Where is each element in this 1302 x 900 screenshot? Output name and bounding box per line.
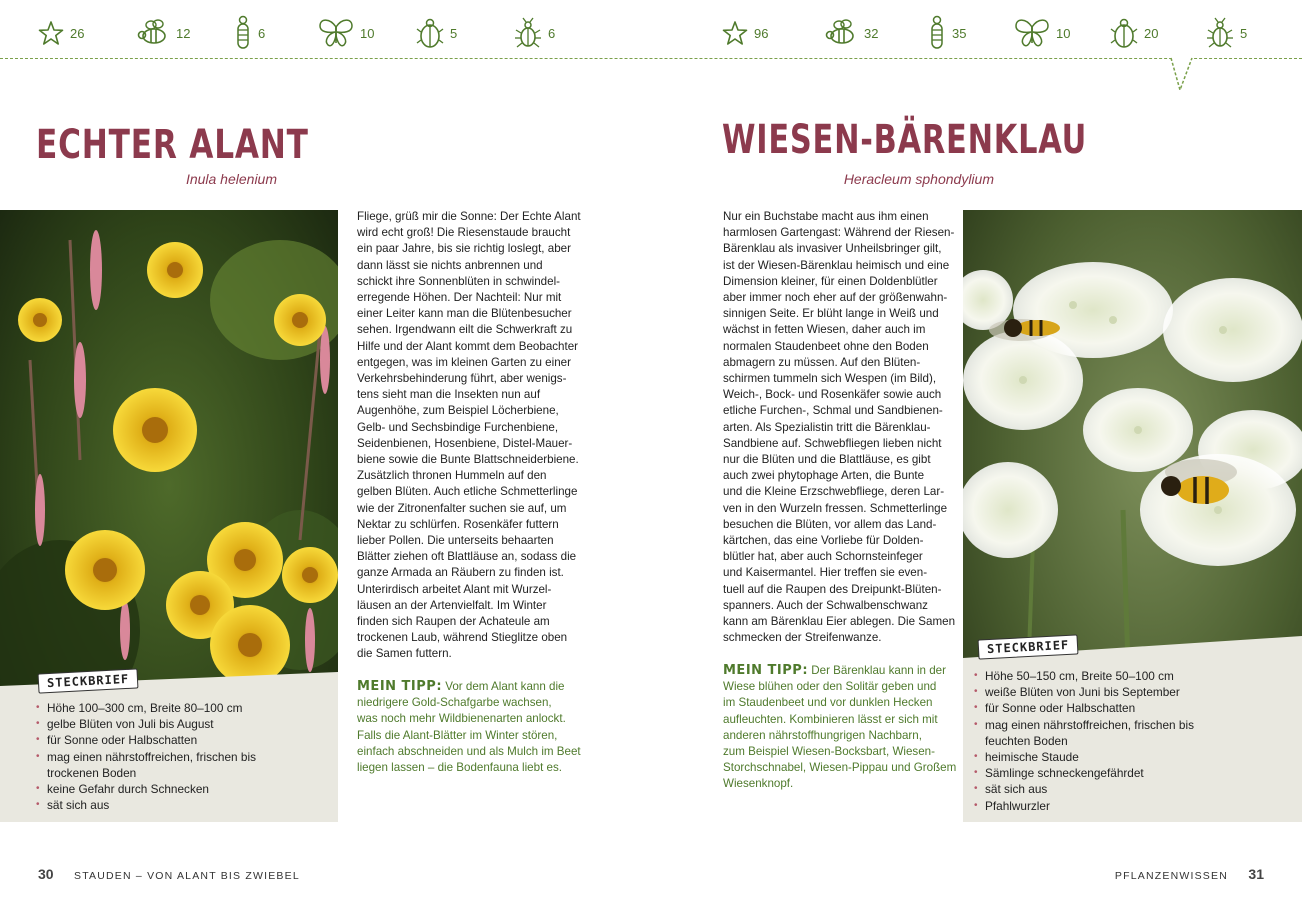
insect-stat: 6 [234,15,318,51]
text-line: abmagern zu müssen. Auf den Blüten- [723,355,921,369]
text-line: sinnigen Seite. Er blüht lange in Weiß und [723,307,939,321]
text-line: besuchen die Blüten, vor allem das Land- [723,517,937,531]
text-line: schmecken der Streifenwanze. [723,631,882,645]
text-line: schickt ihre Sonnenblüten in schwindel- [357,274,561,288]
text-line: im Staudenbeet und vor dunklen Hecken [723,696,933,710]
text-line: tens sieht man die Insekten nun auf [357,388,541,402]
text-line: kärtchen, das eine Vorliebe für Dolden- [723,534,924,548]
insect-stat: 10 [1014,17,1110,49]
text-line: ein paar Jahre, bis sie richtig loslegt, aber [357,242,571,256]
text-line: und Kaisermantel. Hier treffen sie even- [723,566,928,580]
text-line: lieber Pollen. Die unterseits behaarten [357,534,554,548]
insect-stat: 10 [318,17,416,49]
tip-box [357,679,592,776]
latin-name: Heracleum sphondylium [843,171,994,187]
text-line: liegen lassen – die Bodenfauna liebt es. [357,761,562,775]
text-line: ist der Wiesen-Bärenklau heimisch und eine [723,258,950,272]
text-line: Blätter ziehen oft Blattläuse an, sodass die [357,550,577,564]
list-item: • für Sonne oder Halbschatten [36,732,326,748]
steckbrief-label: STECKBRIEF [978,634,1079,659]
page-title: ECHTER ALANT [36,122,309,168]
insect-bar-left [38,14,574,52]
text-line: Seidenbienen, Hosenbiene, Distel-Mauer- [357,436,573,450]
text-line: kann am Bärenklau Eier ablegen. Die Samen [723,615,956,629]
text-line: Verkehrsbehinderung führt, aber wenigs- [357,372,567,386]
text-line: sehen. Irgendwann eilt die Schwerkraft zu [357,323,573,337]
text-line: schirmen tummeln sich Wespen (im Bild), [723,372,937,386]
text-line: auch zwei phytophage Arten, die Bunte [723,469,925,483]
header-divider [0,58,1302,59]
text-line: finden sich Raupen der Achateule am [357,615,550,629]
text-line: ven in den Wurzeln fressen. Schmetterlinge [723,501,948,515]
text-line: niedrigere Gold-Schafgarbe wachsen, [357,696,552,710]
text-line: was noch mehr Wildbienenarten anlockt. [357,712,566,726]
tip-box [723,663,958,793]
list-item: • sät sich aus [974,781,1274,797]
text-line: wächst in fetten Wiesen, daher auch im [723,323,926,337]
insect-stat: 5 [416,17,514,49]
text-line: Vor dem Alant kann die [442,680,565,693]
text-line: Unterirdisch arbeitet Alant mit Wurzel- [357,582,552,596]
text-line: die Samen futtern. [357,647,452,661]
butterfly-icon [1014,17,1050,49]
list-item: • für Sonne oder Halbschatten [974,700,1274,716]
text-line: Storchschnabel, Wiesen-Pippau und Großem [723,761,957,775]
text-line: entgegen, was im kleinen Garten zu einer [357,355,571,369]
insect-bar-right [722,14,1266,52]
text-line: Nur ein Buchstabe macht aus ihm einen [723,210,929,223]
beetle-icon [416,17,444,49]
text-line: Wiese blühen oder den Solitär geben und [723,680,937,694]
text-line: Augenhöhe, zum Beispiel Löcherbiene, [357,404,559,418]
bee-icon [136,18,170,48]
text-line: Dimension kleiner, für einen Doldenblütler [723,274,938,288]
list-item: • Sämlinge schneckengefährdet [974,765,1274,781]
text-line: einer Leiter kann man die Blütenbesucher [357,307,572,321]
star-icon [38,20,64,46]
insect-stat: 6 [514,17,574,49]
list-item: • Höhe 50–150 cm, Breite 50–100 cm [974,668,1274,684]
text-line: erregende Höhen. Der Nachteil: Nur mit [357,291,562,305]
text-line: aber immer noch eher auf der größenwahn- [723,291,948,305]
text-line: harmlosen Gartengast: Während der Riesen- [723,226,955,240]
steckbrief-list [974,668,1274,814]
text-line: spanners. Auch der Schwalbenschwanz [723,598,928,612]
text-line: Falls die Alant-Blätter im Winter stören, [357,728,558,742]
insect-stat: 20 [1110,17,1206,49]
tip-label: MEIN TIPP: [723,663,809,678]
page-number-left: 30 [38,866,54,882]
butterfly-icon [318,17,354,49]
text-line: Hilfe und der Alant kommt dem Beobachter [357,339,579,353]
text-line: zum Beispiel Wiesen-Bocksbart, Wiesen- [723,745,935,759]
text-line: Weich-, Bock- und Rosenkäfer sowie auch [723,388,942,402]
text-line: Zusätzlich thronen Hummeln auf den [357,469,547,483]
bug-icon [1206,17,1234,49]
text-line: trockenen Laub, während Stieglitze oben [357,631,568,645]
list-item: • sät sich aus [36,797,326,813]
text-line: Wiesenknopf. [723,777,794,791]
beetle-icon [1110,17,1138,49]
steckbrief-list [36,700,326,813]
text-line: und die Kleine Erzschwebfliege, deren Lar- [723,485,945,499]
text-line: arten. Als Spezialistin tritt die Bärenklau- [723,420,931,434]
text-line: Nektar zu schlürfen. Rosenkäfer futtern [357,517,559,531]
tip-label: MEIN TIPP: [357,679,443,694]
article-body [723,209,958,646]
text-line: biene sowie die Bunte Blattschneiderbiene. [357,453,579,467]
divider-notch [1170,56,1194,92]
insect-stat: 32 [824,18,928,48]
text-line: Bärenklau als invasiver Unheilsbringer gilt, [723,242,942,256]
text-line: blütler hat, aber auch Schornsteinfeger [723,550,923,564]
text-line: Gelb- und Sechsbindige Furchenbiene, [357,420,559,434]
insect-stat: 26 [38,20,136,46]
insect-stat: 5 [1206,17,1266,49]
footer-chapter: STAUDEN – VON ALANT BIS ZWIEBEL [74,870,300,882]
text-line: einfach abschneiden und als Mulch im Beet [357,744,581,758]
text-line: anderen nährstoffhungrigen Nachbarn, [723,728,922,742]
text-line: läusen an der Artenvielfalt. Im Winter [357,598,547,612]
page-title: WIESEN-BÄRENKLAU [722,117,1088,163]
text-line: aufleuchten. Kombinieren lässt er sich mit [723,712,938,726]
list-item: • weiße Blüten von Juni bis September [974,684,1274,700]
text-line: gelben Blüten. Auch etliche Schmetterlinge [357,485,578,499]
list-item: • keine Gefahr durch Schnecken [36,781,326,797]
caterpillar-icon [234,15,252,51]
text-line: ganze Armada an Räubern zu finden ist. [357,566,564,580]
caterpillar-icon [928,15,946,51]
list-item: • heimische Staude [974,749,1274,765]
bee-icon [824,18,858,48]
text-line: dann lässt sie nichts anbrennen und [357,258,543,272]
steckbrief-label: STECKBRIEF [38,668,139,693]
footer-section: PFLANZENWISSEN [1114,870,1228,882]
list-item: • mag einen nährstoffreichen, frischen bis trockenen Boden [36,749,259,781]
text-line: Sandbiene auf. Schwebfliegen lieben nicht [723,436,942,450]
text-line: nur die Blüten und die Blattläuse, es gibt [723,453,931,467]
text-line: wie der Zitronenfalter suchen sie auf, um [357,501,567,515]
list-item: • gelbe Blüten von Juli bis August [36,716,326,732]
insect-stat: 12 [136,18,234,48]
insect-stat: 35 [928,15,1014,51]
text-line: tuell auf die Raupen des Dreipunkt-Blüten- [723,582,942,596]
insect-stat: 96 [722,20,824,46]
article-body [357,209,592,663]
list-item: • mag einen nährstoffreichen, frischen bis feuchten Boden [974,717,1203,749]
list-item: • Pfahlwurzler [974,798,1274,814]
page-number-right: 31 [1248,866,1264,882]
bug-icon [514,17,542,49]
text-line: etliche Furchen-, Schmal und Sandbienen- [723,404,943,418]
list-item: • Höhe 100–300 cm, Breite 80–100 cm [36,700,326,716]
text-line: Der Bärenklau kann in der [808,664,946,677]
star-icon [722,20,748,46]
text-line: Fliege, grüß mir die Sonne: Der Echte Alant [357,210,581,223]
text-line: normalen Staudenbeet ohne den Boden [723,339,929,353]
latin-name: Inula helenium [185,171,277,187]
text-line: wird echt groß! Die Riesenstaude braucht [357,226,571,240]
